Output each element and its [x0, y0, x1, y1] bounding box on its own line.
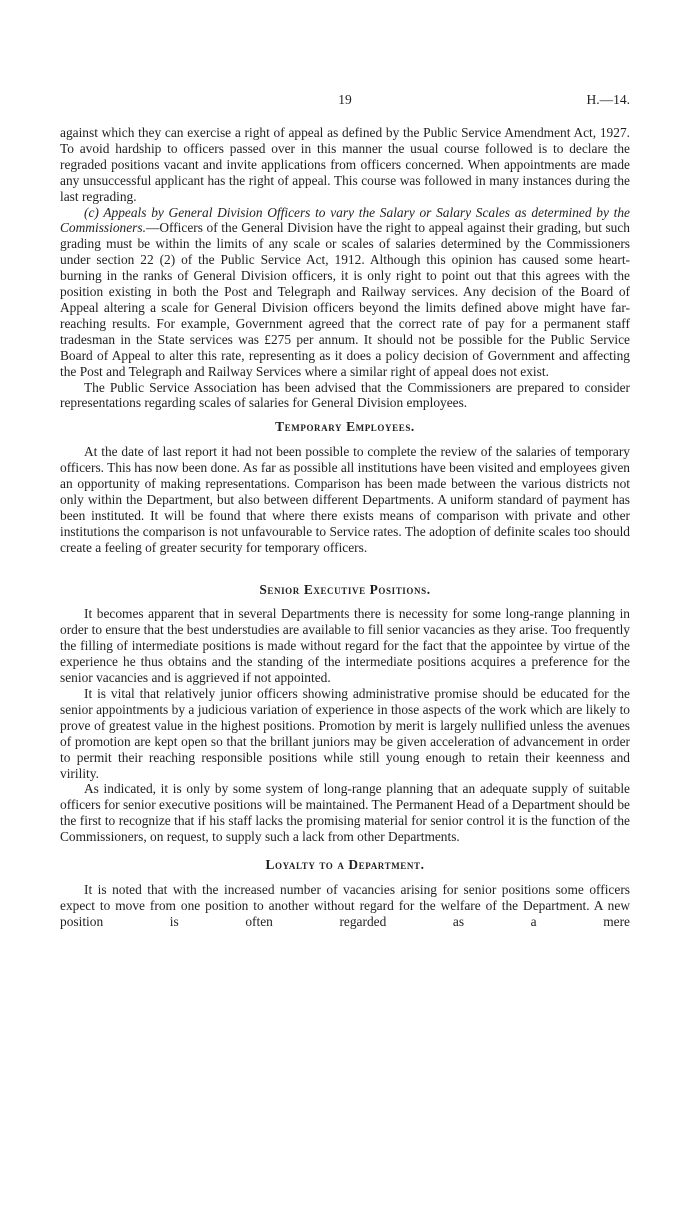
paragraph-long-range-planning: As indicated, it is only by some system of long-range planning that an adequate supply of suitable officers for senior executive positions will be maintained. The Permanent Head of a Department should be the first to recognize that if his staff lacks the promising material for senior control it is the function of the Commissioners, on request, to supply such a lack from other Departments.	[60, 781, 630, 845]
paragraph-general-division-appeals	[60, 205, 630, 380]
heading-temporary-employees: Temporary Employees.	[275, 419, 415, 435]
subsection-text-c: —Officers of the General Division have the right to appeal against their grading, but such grading must be within the limits of any scale or scales of salaries determined by the Commissioners under section 22 (2) of the Public Service Act, 1912. Although this opinion has caused some heart-burning in the ranks of General Division officers, it is only right to point out that this agrees with the position existing in both the Post and Telegraph and Railway services. Any decision of the Board of Appeal altering a scale for General Division officers beyond the limits defined above might have far-reaching results. For example, Government agreed that the correct rate of pay for a permanent staff tradesman in the State services was £275 per annum. It should not be possible for the Public Service Board of Appeal to alter this rate, representing as it does a policy decision of Government and affecting the Post and Telegraph and Railway Services where a similar right of appeal does not exist.	[60, 220, 630, 379]
heading-senior-executive-positions: Senior Executive Positions.	[259, 581, 431, 597]
paper-reference: H.—14.	[586, 92, 630, 107]
body-text	[60, 125, 630, 930]
paragraph-temporary-employees: At the date of last report it had not been possible to complete the review of the salaries of temporary officers. This has now been done. As far as possible all institutions have been visited and employees given an opportunity of making representations. Comparison has been made between the various districts not only within the Department, but also between different Departments. A uniform standard of payment has been instituted. It will be found that where there exists means of comparison with private and other institutions the comparison is not unfavourable to Service rates. The adoption of definite scales too should create a feeling of greater security for temporary officers.	[60, 444, 630, 555]
paragraph-appeal-continuation: against which they can exercise a right of appeal as defined by the Public Service Amendment Act, 1927. To avoid hardship to officers passed over in this manner the usual course followed is to declare the regraded positions vacant and invite applications from officers concerned. When appointments are made any unsuccessful applicant has the right of appeal. This course was followed in many instances during the last regrading.	[60, 125, 630, 204]
paragraph-loyalty: It is noted that with the increased number of vacancies arising for senior positions some officers expect to move from one position to another without regard for the welfare of the Department. A new position is often regarded as a mere	[60, 881, 630, 929]
heading-loyalty-to-department: Loyalty to a Department.	[265, 857, 425, 873]
paragraph-junior-officers: It is vital that relatively junior officers showing administrative promise should be educated for the senior appointments by a judicious variation of experience in those aspects of the work which are likely to prove of greatest value in the highest positions. Promotion by merit is largely nullified unless the avenues of promotion are kept open so that the brillant juniors may be given acceleration of advancement in order to permit their reaching responsible positions while still young enough to retain their keenness and virility.	[60, 686, 630, 781]
paragraph-psa-advised: The Public Service Association has been advised that the Commissioners are prepared to consider representations regarding scales of salaries for General Division employees.	[60, 379, 630, 411]
subsection-heading-c: (c) Appeals by General Division Officers to vary the Salary or Salary Scales as determined by the Commissioners.	[60, 204, 630, 236]
paragraph-senior-planning: It becomes apparent that in several Departments there is necessity for some long-range planning in order to ensure that the best understudies are available to fill senior vacancies as they arise. Too frequently the filling of intermediate positions is made without regard for the fact that the appointee by virtue of the experience he thus obtains and the standing of the intermediate positions acquires a preference for the senior vacancies and is aggrieved if not appointed.	[60, 606, 630, 686]
page-header	[60, 92, 630, 112]
page-number: 19	[338, 92, 352, 107]
